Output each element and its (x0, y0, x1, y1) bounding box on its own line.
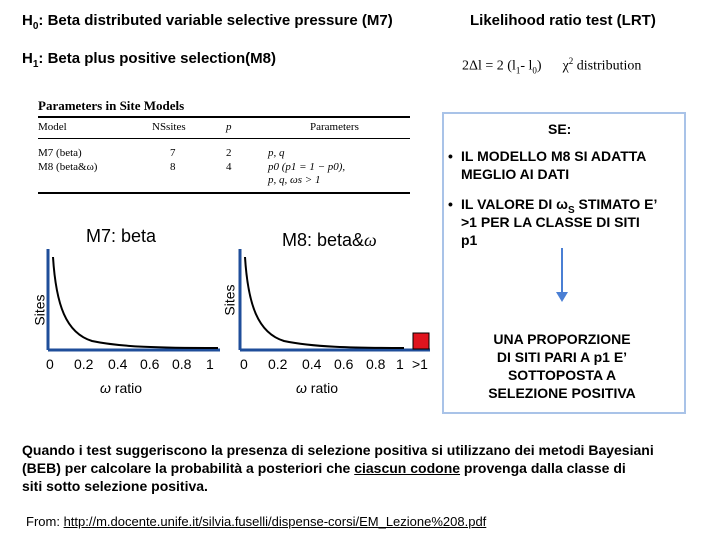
m7-xlabel (100, 380, 142, 396)
lrt-formula-sub0: 0 (532, 65, 537, 76)
params-table-title: Parameters in Site Models (38, 98, 185, 113)
source-prefix: From: (26, 514, 64, 529)
se-conclusion-line3: SOTTOPOSTA A (507, 367, 617, 383)
h1-text: : Beta plus positive selection(M8) (38, 50, 276, 67)
lrt-formula-mid: - l (520, 58, 533, 74)
se-conclusion (446, 330, 678, 402)
m7-xlabel-omega: ω (100, 380, 111, 396)
m7-xtick-2: 0.4 (108, 356, 128, 372)
m8-xlabel-rest: ratio (306, 380, 339, 396)
table-rule-mid (38, 138, 410, 139)
lrt-formula-prefix: 2Δl = 2 (l (462, 58, 516, 74)
m7-beta-curve (53, 257, 218, 348)
h0-text: : Beta distributed variable selective pressure (M7) (38, 12, 393, 29)
m8-xtick-2: 0.4 (302, 356, 322, 372)
positive-selection-bar (413, 333, 429, 349)
chi-symbol: χ (562, 58, 569, 74)
h0-subscript: 0 (32, 21, 39, 32)
row2-model: M8 (beta&ω) (38, 161, 98, 173)
m7-xtick-3: 0.6 (140, 356, 160, 372)
m7-ylabel: Sites (31, 294, 48, 326)
source-line (26, 514, 486, 529)
m8-xlabel (296, 380, 338, 396)
m8-title-omega: ω (364, 230, 377, 250)
omega-sub: S (567, 204, 575, 216)
lrt-title: Likelihood ratio test (LRT) (470, 12, 656, 29)
se-bullet2-post: STIMATO E’ (574, 196, 658, 212)
m8-xticks (236, 356, 436, 374)
m7-plot-title: M7: beta (86, 226, 157, 246)
se-bullet1-line2: MEGLIO AI DATI (461, 166, 570, 182)
h1-subscript: 1 (32, 59, 39, 70)
chi-sup: 2 (568, 56, 574, 66)
source-link[interactable]: http://m.docente.unife.it/silvia.fuselli/dispense-corsi/EM_Lezione%208.pdf (63, 514, 487, 529)
m8-plot (232, 245, 437, 360)
bottom-note-line3: siti sotto selezione positiva. (22, 478, 208, 494)
lrt-formula (462, 56, 641, 75)
row1-model: M7 (beta) (38, 147, 82, 159)
se-bullet1-line1: IL MODELLO M8 SI ADATTA (461, 148, 647, 164)
se-conclusion-line1: UNA PROPORZIONE (493, 331, 631, 347)
chi-text: distribution (573, 58, 642, 74)
header-p: p (226, 121, 232, 133)
row2-p: 4 (226, 161, 232, 173)
se-bullet2-dot: • (448, 196, 453, 212)
se-conclusion-line2: DI SITI PARI A p1 E’ (496, 349, 628, 365)
row2-params: p0 (p1 = 1 − p0), (268, 161, 346, 173)
m7-xtick-0: 0 (46, 356, 54, 372)
se-title: SE: (548, 121, 572, 137)
se-bullet2-pre: IL VALORE DI (461, 196, 557, 212)
m8-ylabel: Sites (221, 284, 238, 316)
m8-beta-curve (245, 257, 404, 348)
h0-letter: H (22, 12, 33, 29)
m7-xlabel-rest: ratio (110, 380, 143, 396)
m8-xtick-4: 0.8 (366, 356, 386, 372)
m7-plot (40, 245, 230, 360)
m7-xticks (42, 356, 232, 374)
header-nssites: NSsites (152, 121, 186, 133)
se-bullet1-dot: • (448, 148, 453, 164)
row2-nssites: 8 (170, 161, 176, 173)
bottom-note-line1: Quando i test suggeriscono la presenza di selezione positiva si utilizzano dei metodi Bayesiani (22, 442, 654, 458)
row1-p: 2 (226, 147, 232, 159)
table-rule-top (38, 116, 410, 118)
omega-symbol: ω (556, 196, 568, 212)
m8-xtick-6: >1 (412, 356, 428, 372)
table-rule-bottom (38, 192, 410, 194)
se-bullet2-line2: >1 PER LA CLASSE DI SITI (461, 214, 640, 230)
bottom-note-line2 (22, 459, 712, 477)
lrt-formula-sub1: 1 (515, 65, 521, 76)
hypothesis-h0 (22, 12, 393, 32)
m8-title-text: M8: beta& (282, 230, 365, 250)
m8-xtick-1: 0.2 (268, 356, 288, 372)
row1-nssites: 7 (170, 147, 176, 159)
h1-letter: H (22, 50, 33, 67)
row2-params2: p, q, ωs > 1 (268, 174, 321, 186)
se-conclusion-line4: SELEZIONE POSITIVA (488, 385, 636, 401)
m8-xtick-5: 1 (396, 356, 404, 372)
m7-xtick-1: 0.2 (74, 356, 94, 372)
bottom-note-line2-post: provenga dalla classe di (460, 460, 626, 476)
se-bullet2-line3: p1 (461, 232, 478, 248)
bottom-note-underlined: ciascun codone (354, 460, 461, 476)
m7-xtick-5: 1 (206, 356, 214, 372)
bottom-note (22, 441, 712, 495)
lrt-formula-close: ) (536, 58, 542, 74)
m7-xtick-4: 0.8 (172, 356, 192, 372)
row1-params: p, q (268, 147, 285, 159)
m8-xtick-0: 0 (240, 356, 248, 372)
m8-xlabel-omega: ω (296, 380, 307, 396)
down-arrow-icon (550, 248, 574, 304)
bottom-note-line2-pre: (BEB) per calcolare la probabilità a posteriori che (22, 460, 355, 476)
header-parameters: Parameters (310, 121, 359, 133)
m8-xtick-3: 0.6 (334, 356, 354, 372)
hypothesis-h1 (22, 50, 276, 70)
header-model: Model (38, 121, 67, 133)
